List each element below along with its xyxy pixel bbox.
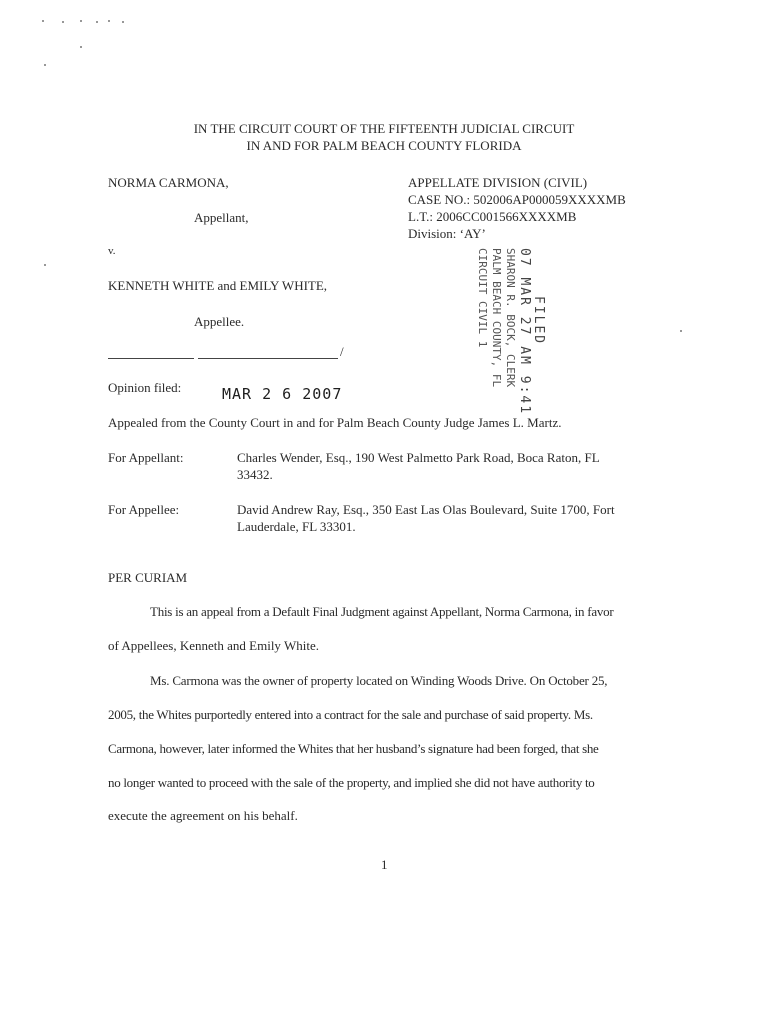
filed-stamp bbox=[475, 248, 545, 415]
appellee-counsel-label: For Appellee: bbox=[108, 502, 180, 517]
paragraph-2-line-3: Carmona, however, later informed the Whites that her husband’s signature had been forged, that she bbox=[108, 741, 599, 756]
division-code: Division: ‘AY’ bbox=[408, 226, 486, 241]
versus-label: v. bbox=[108, 245, 116, 257]
lower-tribunal-number: L.T.: 2006CC001566XXXXMB bbox=[408, 209, 577, 224]
filed-stamp-datetime: 07 MAR 27 AM 9:41 bbox=[517, 248, 532, 416]
page-number: 1 bbox=[381, 857, 388, 872]
court-header-line-2: IN AND FOR PALM BEACH COUNTY FLORIDA bbox=[246, 138, 522, 153]
scan-speck bbox=[80, 20, 82, 22]
caption-slash: / bbox=[340, 344, 344, 359]
scan-speck bbox=[44, 264, 46, 266]
appellant-counsel-label: For Appellant: bbox=[108, 450, 184, 465]
scan-speck bbox=[96, 21, 98, 23]
scan-speck bbox=[80, 46, 82, 48]
scan-speck bbox=[122, 21, 124, 23]
paragraph-2-line-2: 2005, the Whites purportedly entered into a contract for the sale and purchase of said property. Ms. bbox=[108, 707, 593, 722]
paragraph-1-line-2: of Appellees, Kenneth and Emily White. bbox=[108, 638, 319, 653]
scan-speck bbox=[44, 64, 46, 66]
signature-line-segment bbox=[198, 358, 338, 359]
opinion-date-stamp: MAR 2 6 2007 bbox=[222, 385, 343, 403]
appellant-counsel-line-2: 33432. bbox=[237, 467, 273, 482]
court-header-line-1: IN THE CIRCUIT COURT OF THE FIFTEENTH JUDICIAL CIRCUIT bbox=[193, 121, 575, 136]
filed-stamp-division: CIRCUIT CIVIL 1 bbox=[476, 248, 489, 348]
appellant-counsel-line-1: Charles Wender, Esq., 190 West Palmetto Park Road, Boca Raton, FL bbox=[237, 450, 600, 465]
scan-speck bbox=[680, 330, 682, 332]
paragraph-2-line-4: no longer wanted to proceed with the sale of the property, and implied she did not have authority to bbox=[108, 775, 595, 790]
appellee-counsel-line-1: David Andrew Ray, Esq., 350 East Las Olas Boulevard, Suite 1700, Fort bbox=[237, 502, 615, 517]
appellee-role: Appellee. bbox=[194, 314, 245, 329]
signature-line-segment bbox=[108, 358, 194, 359]
scan-speck bbox=[62, 21, 64, 23]
opinion-filed-label: Opinion filed: bbox=[108, 380, 182, 395]
filed-stamp-title: FILED bbox=[531, 296, 546, 346]
appealed-from: Appealed from the County Court in and for Palm Beach County Judge James L. Martz. bbox=[108, 415, 562, 430]
per-curiam-heading: PER CURIAM bbox=[108, 570, 188, 585]
case-number: CASE NO.: 502006AP000059XXXXMB bbox=[408, 192, 626, 207]
appellee-name: KENNETH WHITE and EMILY WHITE, bbox=[108, 278, 328, 293]
appellant-name: NORMA CARMONA, bbox=[108, 175, 229, 190]
paragraph-2-line-5: execute the agreement on his behalf. bbox=[108, 808, 298, 823]
scan-speck bbox=[42, 20, 44, 22]
scan-speck bbox=[108, 20, 110, 22]
appellant-role: Appellant, bbox=[194, 210, 249, 225]
filed-stamp-clerk: SHARON R. BOCK, CLERK bbox=[504, 248, 517, 388]
paragraph-1-line-1: This is an appeal from a Default Final Judgment against Appellant, Norma Carmona, in favor bbox=[150, 604, 614, 619]
paragraph-2-line-1: Ms. Carmona was the owner of property located on Winding Woods Drive. On October 25, bbox=[150, 673, 608, 688]
appellate-division: APPELLATE DIVISION (CIVIL) bbox=[408, 175, 588, 190]
appellee-counsel-line-2: Lauderdale, FL 33301. bbox=[237, 519, 356, 534]
filed-stamp-county: PALM BEACH COUNTY, FL bbox=[490, 248, 503, 388]
